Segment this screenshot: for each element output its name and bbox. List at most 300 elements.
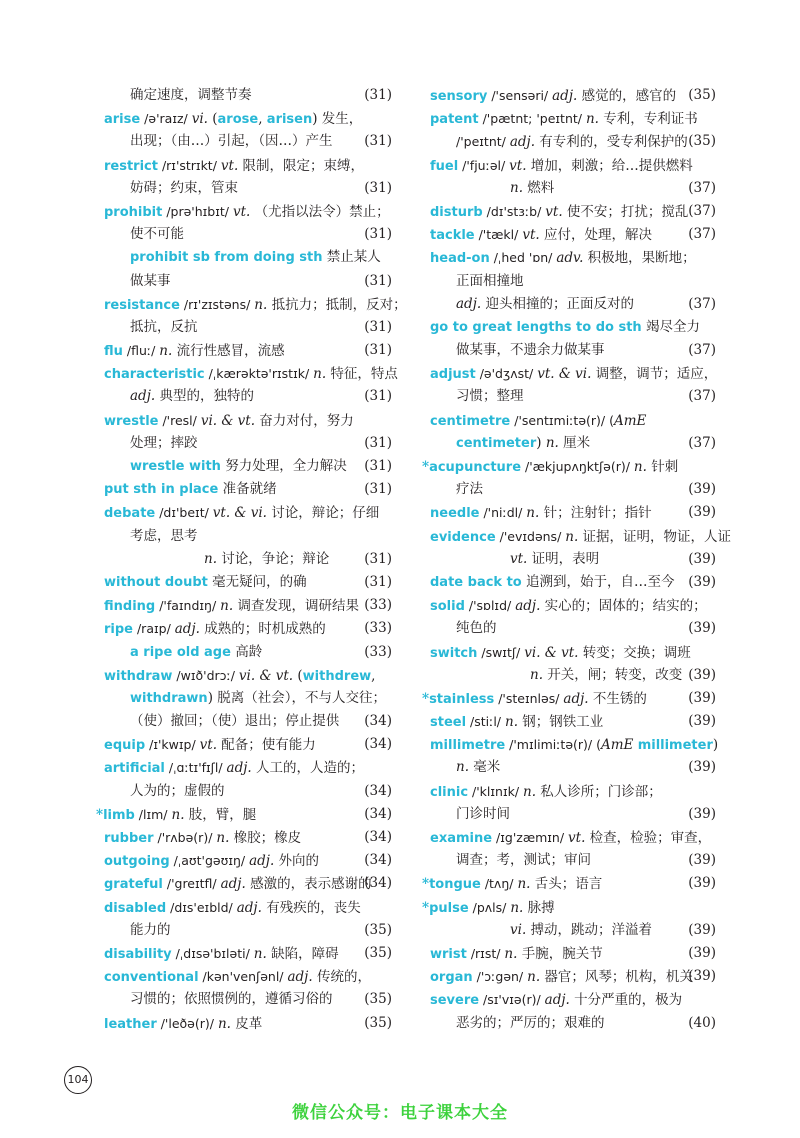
headword: equip [104, 738, 146, 754]
headword: disturb [430, 204, 483, 220]
headword: wrestle [104, 413, 159, 429]
part-of-speech: vi. [191, 111, 208, 128]
glossary-line [430, 780, 716, 803]
part-of-speech: n. [523, 783, 537, 800]
definition-text: 应付，处理，解决 [539, 227, 652, 244]
headword: conventional [104, 970, 199, 986]
headword: artificial [104, 761, 165, 777]
definition-text: 习惯；整理 [456, 388, 524, 405]
entry-text [422, 900, 555, 916]
glossary-line [104, 664, 392, 687]
headword: adjust [430, 367, 476, 383]
glossary-line [104, 154, 392, 177]
part-of-speech: n. [527, 969, 541, 986]
glossary-line [430, 525, 732, 548]
phonetic: /swɪtʃ/ [477, 644, 525, 660]
glossary-line [430, 664, 716, 687]
phonetic: /'sentɪmiːtə(r)/ ( [510, 412, 614, 428]
entry-text [456, 481, 483, 497]
phonetic: /dɪs'eɪbld/ [166, 899, 237, 915]
glossary-line [430, 641, 716, 664]
page-reference: (31) [364, 434, 392, 451]
part-of-speech: vi. & vt. [238, 667, 294, 684]
glossary-line [430, 826, 716, 849]
entry-text [104, 111, 362, 127]
headword: head-on [430, 251, 490, 267]
headword: wrestle with [130, 459, 221, 474]
definition-text: 疗法 [456, 481, 483, 498]
glossary-line [104, 710, 392, 733]
entry-text [104, 204, 390, 220]
part-of-speech: vt. [568, 830, 586, 846]
definition-text: 恶劣的；严厉的；艰难的 [456, 1014, 605, 1031]
glossary-line [104, 432, 392, 455]
part-of-speech: n. [517, 876, 531, 893]
definition-text: 私人诊所；门诊部； [536, 783, 662, 800]
phonetic: /'leðə(r)/ [156, 1015, 218, 1031]
definition-text: 毫米 [469, 759, 501, 776]
glossary-line [430, 849, 716, 872]
part-of-speech: adj. [544, 992, 570, 1009]
page-reference: (39) [688, 921, 716, 938]
entry-text [104, 621, 326, 637]
glossary-line [430, 223, 716, 246]
phonetic: /tʌŋ/ [480, 876, 518, 892]
phonetic: /sɪ'vɪə(r)/ [479, 992, 545, 1008]
page-reference: (31) [364, 458, 392, 474]
part-of-speech: adj. [287, 969, 313, 986]
headword: debate [104, 506, 156, 522]
glossary-line [430, 756, 716, 779]
entry-text [430, 111, 698, 127]
page-reference: (35) [688, 133, 716, 150]
phonetic: /prə'hɪbɪt/ [162, 203, 233, 219]
glossary-line [430, 617, 716, 640]
definition-text: 使不可能 [130, 226, 184, 243]
glossary-line [104, 177, 392, 200]
entry-text [130, 922, 171, 938]
entry-text [104, 876, 372, 892]
headword: prohibit [104, 204, 163, 220]
definition-text: 准备就绪 [218, 481, 277, 498]
definition-text: 典型的，独特的 [155, 388, 254, 405]
star-marker: * [422, 899, 430, 916]
definition-text: 实心的；固体的；结实的； [540, 598, 707, 615]
entry-text [130, 273, 171, 289]
glossary-line [104, 872, 392, 895]
phonetic: /'tækl/ [474, 227, 523, 243]
entry-text [104, 343, 285, 359]
part-of-speech: vi. & vt. [524, 644, 579, 661]
headword: flu [104, 344, 123, 360]
definition-text: 开关，闸；转变，改变 [543, 666, 683, 683]
glossary-line [430, 548, 716, 571]
headword: prohibit sb from doing sth [130, 250, 323, 266]
page-reference: (39) [688, 620, 716, 637]
entry-text [104, 413, 354, 429]
glossary-line [430, 710, 716, 733]
entry-text [456, 273, 524, 289]
glossary-line [104, 942, 392, 965]
star-marker: * [422, 690, 430, 707]
page-reference: (35) [364, 944, 392, 961]
part-of-speech: n. [510, 179, 523, 196]
glossary-line [104, 641, 392, 664]
entry-text [456, 435, 590, 451]
entry-text [430, 250, 696, 266]
entry-text [456, 1015, 605, 1031]
definition-text: 肢，臂，腿 [184, 806, 257, 823]
phonetic: /'ækjupʌŋktʃə(r)/ [521, 459, 634, 474]
definition-text: 传统的， [312, 969, 371, 986]
definition-text: 感激的，表示感谢的 [245, 876, 372, 893]
entry-text [456, 134, 688, 150]
headword: characteristic [104, 367, 205, 383]
glossary-line [104, 339, 392, 362]
glossary-line [430, 733, 719, 756]
part-of-speech: vt. [199, 737, 217, 754]
entry-text [430, 366, 717, 382]
part-of-speech: n. [505, 714, 518, 731]
definition-text: 脉搏 [523, 899, 555, 916]
definition-text: , [371, 667, 376, 684]
glossary-line [430, 1012, 716, 1035]
page-reference: (39) [688, 666, 716, 683]
phonetic: /wɪð'drɔː/ [172, 667, 239, 683]
entry-text [422, 876, 602, 892]
headword: fuel [430, 158, 459, 174]
definition-text: 讨论，辩论；仔细 [266, 505, 380, 522]
definition-text: 转变；交换；调班 [578, 644, 691, 661]
headword: millimetre [430, 738, 506, 754]
page-reference: (37) [688, 434, 716, 451]
page-reference: (39) [688, 689, 716, 706]
page-reference: (37) [688, 226, 716, 243]
part-of-speech: n. [504, 945, 518, 962]
part-of-speech: adj. [552, 88, 578, 104]
glossary-line [104, 896, 392, 919]
definition-text: 成熟的；时机成熟的 [199, 621, 326, 638]
entry-text [104, 853, 319, 869]
glossary-line [430, 501, 716, 524]
page-reference: (35) [364, 1014, 392, 1031]
headword: organ [430, 970, 473, 986]
part-of-speech: adj. [220, 876, 246, 893]
glossary-line [430, 107, 716, 130]
glossary-line [430, 130, 716, 153]
part-of-speech: n. [159, 343, 173, 360]
headword: leather [104, 1016, 157, 1032]
glossary-line [96, 803, 392, 826]
definition-text: ( [207, 111, 218, 128]
headword: arisen [266, 112, 313, 128]
definition-text: 专利，专利证书 [598, 111, 698, 128]
page-reference: (39) [688, 875, 716, 892]
headword: sensory [430, 89, 488, 104]
part-of-speech: adj. [456, 295, 482, 312]
part-of-speech: adj. [236, 899, 262, 916]
page-reference: (40) [688, 1014, 716, 1031]
phonetic: /ˌhed 'ɒn/ [489, 250, 557, 266]
headword: tackle [430, 228, 475, 244]
page-reference: (31) [364, 179, 392, 196]
definition-text: 器官；风琴；机构，机关 [540, 969, 693, 986]
page-reference: (35) [364, 991, 392, 1008]
entry-text [130, 319, 198, 335]
glossary-line [430, 270, 716, 293]
definition-text: （使）撤回；（使）退出；停止提供 [130, 713, 340, 730]
entry-text [430, 714, 603, 730]
phonetic: /rɪst/ [466, 945, 505, 961]
definition-text: 橡胶；橡皮 [229, 830, 302, 846]
glossary-line [422, 872, 716, 895]
glossary-line [430, 84, 716, 107]
phonetic: /'klɪnɪk/ [468, 783, 524, 799]
phonetic: /ɪg'zæmɪn/ [492, 830, 569, 845]
glossary-line [430, 571, 716, 594]
glossary-line [104, 107, 392, 130]
part-of-speech: adj. [226, 760, 252, 777]
star-marker: * [422, 876, 430, 893]
headword: stainless [429, 691, 495, 707]
phonetic: /'faɪndɪŋ/ [155, 598, 221, 614]
definition-text: 禁止某人 [322, 249, 381, 266]
entry-text [130, 783, 225, 799]
definition-text: 手腕，腕关节 [517, 945, 603, 962]
phonetic: /'rʌbə(r)/ [153, 830, 217, 845]
glossary-line [104, 478, 392, 501]
part-of-speech: vt. [545, 203, 563, 220]
entry-text [430, 830, 711, 846]
entry-text [130, 435, 198, 451]
headword: arise [104, 112, 141, 128]
entry-text [430, 505, 652, 521]
glossary-line [430, 200, 716, 223]
page-reference: (31) [364, 272, 392, 289]
definition-text: 追溯到，始于，自…至今 [521, 573, 675, 590]
entry-text [430, 158, 693, 174]
phonetic: /'sensəri/ [487, 88, 553, 103]
definition-text: 门诊时间 [456, 805, 510, 822]
page-reference: (39) [688, 968, 716, 985]
entry-text [104, 481, 277, 497]
entry-text [104, 900, 361, 916]
glossary-line [104, 756, 392, 779]
glossary-line [104, 617, 392, 640]
glossary-line [430, 594, 716, 617]
entry-text [430, 227, 652, 243]
page-reference: (39) [688, 852, 716, 869]
glossary-line [430, 293, 716, 316]
entry-text [204, 551, 329, 567]
entry-text [104, 598, 359, 614]
entry-text [456, 806, 510, 822]
headword: restrict [104, 158, 158, 174]
part-of-speech: adv. [556, 250, 584, 267]
glossary-line [104, 1012, 392, 1035]
part-of-speech: adj. [563, 690, 589, 707]
entry-text [130, 713, 339, 729]
headword: put sth in place [104, 482, 219, 498]
definition-text: 调查发现，调研结果 [233, 598, 359, 615]
glossary-line [104, 84, 392, 107]
entry-text [104, 969, 371, 985]
glossary-line [430, 803, 716, 826]
phonetic: /ɪ'kwɪp/ [145, 737, 200, 753]
definition-text: 有专利的，受专利保护的 [535, 134, 688, 151]
glossary-line [430, 339, 716, 362]
entry-text [104, 830, 301, 846]
headword: switch [430, 645, 478, 661]
entry-text [456, 342, 605, 358]
part-of-speech: vi. [510, 921, 527, 938]
page-reference: (33) [364, 643, 392, 660]
entry-text [96, 807, 256, 823]
headword: centimeter [456, 435, 537, 451]
glossary-line [422, 687, 716, 710]
page-reference: (39) [688, 481, 716, 498]
definition-text: 证据，证明，物证，人证 [578, 528, 732, 545]
definition-text: 能力的 [130, 921, 171, 938]
part-of-speech: vt. [509, 157, 527, 174]
phonetic: /'evɪdəns/ [495, 528, 566, 544]
glossary-line [430, 385, 716, 408]
headword: ripe [104, 622, 133, 638]
entry-text [430, 598, 707, 614]
entry-text [104, 737, 316, 753]
phonetic: /ˌkærəktə'rɪstɪk/ [204, 366, 314, 382]
glossary-line [104, 919, 392, 942]
part-of-speech: n. [510, 899, 524, 916]
definition-text: 厘米 [558, 434, 591, 451]
entry-text [430, 946, 603, 962]
entry-text [430, 413, 646, 429]
headword: wrist [430, 946, 467, 962]
definition-text: 做某事，不遗余力做某事 [456, 342, 605, 359]
glossary-line [430, 409, 716, 432]
definition-text: ) [536, 434, 546, 451]
headword: disability [104, 946, 172, 962]
entry-text [530, 667, 682, 683]
definition-text: 考虑，思考 [130, 527, 198, 544]
entry-text [130, 690, 386, 706]
phonetic: /rɪ'strɪkt/ [157, 157, 221, 173]
part-of-speech: n. [254, 296, 268, 313]
definition-text: 调整，调节；适应， [591, 366, 718, 383]
part-of-speech: adj. [509, 134, 535, 151]
part-of-speech: n. [633, 459, 647, 475]
definition-text: （尤指以法令）禁止； [250, 203, 390, 220]
entry-text [130, 87, 252, 103]
headword: rubber [104, 831, 154, 846]
definition-text: 搏动，跳动；洋溢着 [526, 921, 653, 938]
glossary-line [104, 362, 398, 385]
entry-text [430, 992, 682, 1008]
page-reference: (31) [364, 388, 392, 405]
page-reference: (33) [364, 597, 392, 614]
page-reference: (39) [688, 573, 716, 590]
definition-text: 高龄 [230, 643, 263, 660]
part-of-speech: adj. [130, 388, 156, 405]
definition-text: 纯色的 [456, 620, 497, 637]
part-of-speech: vi. & vt. [200, 412, 256, 429]
definition-text: 外向的 [274, 853, 320, 870]
entry-text [130, 226, 184, 242]
entry-text [510, 180, 554, 196]
phonetic: /ˌɑːtɪ'fɪʃl/ [164, 760, 227, 776]
entry-text [430, 645, 691, 661]
part-of-speech: AmE [613, 412, 647, 429]
definition-text: 调查；考，测试；审问 [456, 852, 591, 869]
definition-text: 正面相撞地 [456, 272, 524, 289]
phonetic: /pʌls/ [468, 899, 511, 915]
left-column [96, 84, 407, 1035]
glossary-line [104, 223, 392, 246]
entry-text [104, 668, 375, 684]
page-reference: (37) [688, 202, 716, 219]
page-reference: (31) [364, 550, 392, 567]
entry-text [130, 458, 347, 474]
definition-text: 做某事 [130, 272, 171, 289]
glossary-line [430, 942, 716, 965]
glossary-line [104, 455, 392, 478]
headword: acupuncture [429, 460, 522, 475]
glossary-line [104, 409, 392, 432]
definition-text: 确定速度，调整节奏 [130, 87, 252, 103]
page-reference: (35) [688, 87, 716, 103]
entry-text [104, 366, 398, 382]
definition-text: 针；注射针；指针 [539, 505, 652, 522]
glossary-line [104, 130, 392, 153]
entry-text [104, 1016, 262, 1032]
headword: without doubt [104, 574, 208, 590]
glossary-line [104, 525, 392, 548]
definition-text: 感觉的，感官的 [577, 88, 677, 104]
page-reference: (31) [364, 573, 392, 590]
glossary-line [430, 432, 716, 455]
definition-text: 舌头；语言 [530, 876, 603, 893]
headword: clinic [430, 784, 469, 800]
definition-text: 处理；摔跤 [130, 434, 198, 451]
definition-text: 人工的，人造的； [251, 760, 365, 777]
definition-text: 使不安；打扰；搅乱 [562, 203, 689, 220]
phonetic: /ə'raɪz/ [140, 111, 192, 127]
definition-text: 特征，特点 [326, 366, 398, 383]
part-of-speech: AmE [600, 737, 634, 754]
page-reference: (37) [688, 388, 716, 405]
definition-text: 十分严重的，极为 [569, 992, 683, 1009]
glossary-line [430, 246, 716, 269]
glossary-line [104, 501, 392, 524]
entry-text [430, 529, 731, 545]
glossary-line [430, 154, 716, 177]
phonetic: /'sɒlɪd/ [464, 598, 516, 614]
headword: withdrawn [130, 690, 208, 706]
page-reference: (39) [688, 713, 716, 730]
page-reference: (37) [688, 179, 716, 196]
headword: pulse [429, 900, 469, 916]
part-of-speech: n. [456, 759, 469, 776]
phonetic: /'pætnt; 'peɪtnt/ [478, 111, 586, 127]
watermark-text: 微信公众号：电子课本大全 [292, 1103, 508, 1123]
headword: severe [430, 993, 480, 1009]
phonetic: /'steɪnləs/ [494, 690, 564, 706]
phonetic: /raɪp/ [133, 621, 175, 637]
page-reference: (34) [364, 805, 392, 822]
glossary-line [104, 849, 392, 872]
part-of-speech: vt. [522, 227, 540, 244]
page-reference: (37) [688, 342, 716, 359]
